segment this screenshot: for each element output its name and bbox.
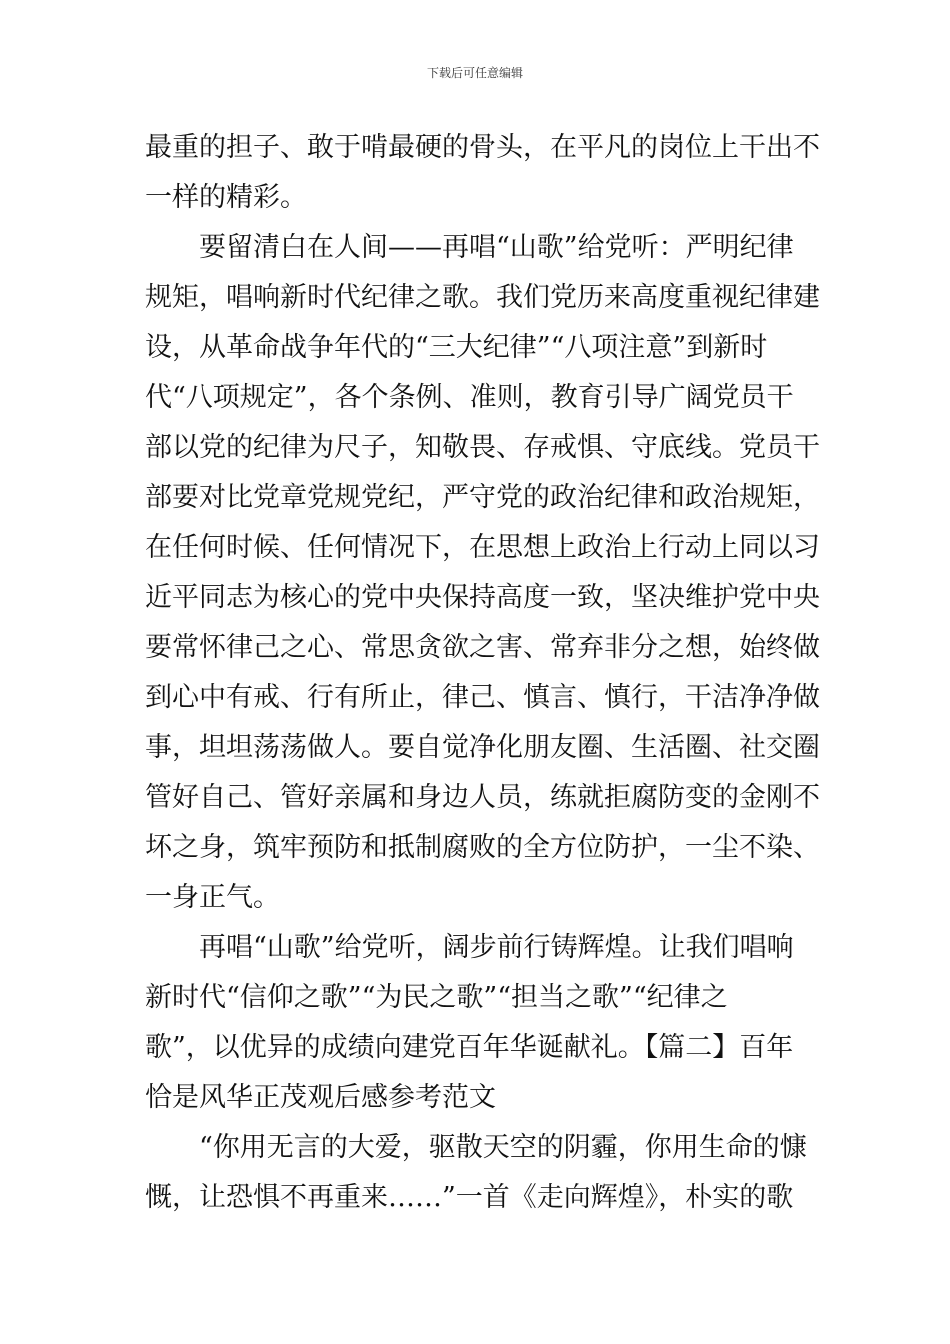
paragraph-first-line: 要留清白在人间——再唱“山歌”给党听：严明纪律 — [199, 232, 794, 263]
body-line: 部以党的纪律为尺子，知敬畏、存戒惧、守底线。党员干 — [145, 432, 820, 463]
body-line: 一样的精彩。 — [145, 182, 307, 213]
body-line: 管好自己、管好亲属和身边人员，练就拒腐防变的金刚不 — [145, 782, 820, 813]
paragraph-first-line: “你用无言的大爱，驱散天空的阴霾，你用生命的慷 — [199, 1132, 807, 1163]
body-line: 设，从革命战争年代的“三大纪律”“八项注意”到新时 — [145, 332, 768, 363]
body-line: 近平同志为核心的党中央保持高度一致，坚决维护党中央 — [145, 582, 820, 613]
body-line: 新时代“信仰之歌”“为民之歌”“担当之歌”“纪律之 — [145, 982, 728, 1013]
body-line: 规矩，唱响新时代纪律之歌。我们党历来高度重视纪律建 — [145, 282, 820, 313]
page-header: 下载后可任意编辑 — [426, 66, 523, 80]
body-line: 在任何时候、任何情况下，在思想上政治上行动上同以习 — [145, 532, 820, 563]
body-line: 事，坦坦荡荡做人。要自觉净化朋友圈、生活圈、社交圈 — [145, 732, 820, 763]
body-line: 最重的担子、敢于啃最硬的骨头，在平凡的岗位上干出不 — [145, 132, 820, 163]
body-line: 歌”，以优异的成绩向建党百年华诞献礼。【篇二】百年 — [145, 1032, 794, 1063]
body-line: 坏之身，筑牢预防和抵制腐败的全方位防护，一尘不染、 — [145, 832, 820, 863]
body-line: 一身正气。 — [145, 882, 280, 913]
body-line: 到心中有戒、行有所止，律己、慎言、慎行，干洁净净做 — [145, 682, 820, 713]
body-line: 恰是风华正茂观后感参考范文 — [145, 1082, 496, 1113]
body-line: 部要对比党章党规党纪，严守党的政治纪律和政治规矩， — [145, 482, 820, 513]
body-line: 代“八项规定”，各个条例、准则，教育引导广阔党员干 — [145, 382, 794, 413]
paragraph-first-line: 再唱“山歌”给党听，阔步前行铸辉煌。让我们唱响 — [199, 932, 794, 963]
body-line: 慨，让恐惧不再重来……”一首《走向辉煌》，朴实的歌 — [145, 1182, 794, 1213]
body-line: 要常怀律己之心、常思贪欲之害、常弃非分之想，始终做 — [145, 632, 820, 663]
